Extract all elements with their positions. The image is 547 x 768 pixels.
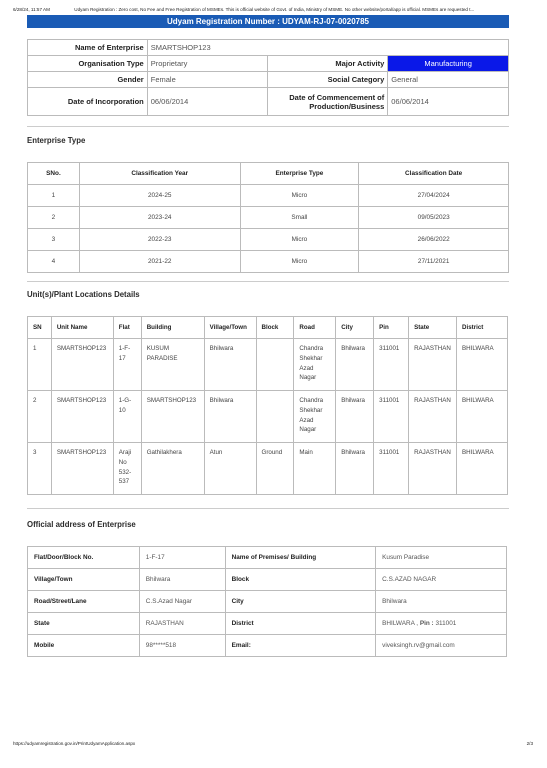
table-cell: Micro [240, 185, 359, 207]
table-cell: 3 [28, 229, 80, 251]
column-header: Village/Town [204, 317, 256, 339]
column-header: SN [28, 317, 52, 339]
table-cell: 1-G-10 [113, 391, 141, 443]
mobile-value: 98*****518 [139, 635, 225, 657]
divider [27, 126, 509, 127]
table-cell: SMARTSHOP123 [51, 443, 113, 495]
table-cell: Main [294, 443, 336, 495]
commencement-date-label: Date of Commencement of Production/Business [268, 88, 388, 116]
social-category-value: General [388, 72, 509, 88]
org-type-label: Organisation Type [28, 56, 148, 72]
address-row [28, 591, 507, 613]
table-cell: BHILWARA [457, 391, 508, 443]
premises-value: Kusum Paradise [376, 547, 507, 569]
gender-label: Gender [28, 72, 148, 88]
column-header: Block [256, 317, 294, 339]
enterprise-info-table [27, 39, 509, 116]
incorporation-date-value: 06/06/2014 [147, 88, 268, 116]
table-cell [256, 339, 294, 391]
table-row [28, 229, 509, 251]
table-cell [256, 391, 294, 443]
column-header: Road [294, 317, 336, 339]
table-cell: SMARTSHOP123 [51, 391, 113, 443]
info-row [28, 88, 509, 116]
page-number: 2/3 [526, 741, 533, 746]
table-cell: KUSUM PARADISE [141, 339, 204, 391]
official-address-heading: Official address of Enterprise [27, 520, 136, 529]
column-header: Classification Date [359, 163, 509, 185]
name-value: SMARTSHOP123 [147, 40, 508, 56]
column-header: State [409, 317, 457, 339]
org-type-value: Proprietary [147, 56, 268, 72]
city-label: City [225, 591, 376, 613]
table-cell: 311001 [374, 339, 409, 391]
table-cell: Atun [204, 443, 256, 495]
divider [27, 281, 509, 282]
print-notice: Udyam Registration : Zero cost, No Fee and Free Registration of MSMEs. This is official website of Govt. of India, Ministry of MSME. No other website/portal/app is official. MSMEs are requested t... [74, 7, 475, 12]
column-header: Enterprise Type [240, 163, 359, 185]
table-cell: SMARTSHOP123 [51, 339, 113, 391]
info-row [28, 72, 509, 88]
table-row [28, 207, 509, 229]
road-label: Road/Street/Lane [28, 591, 140, 613]
table-cell: Araji No 532-537 [113, 443, 141, 495]
address-row [28, 547, 507, 569]
table-cell: Bhilwara [204, 339, 256, 391]
column-header: Classification Year [79, 163, 240, 185]
address-row [28, 569, 507, 591]
commencement-date-value: 06/06/2014 [388, 88, 509, 116]
village-label: Village/Town [28, 569, 140, 591]
print-url[interactable]: https://udyamregistration.gov.in/PrintUdyamApplication.aspx [13, 741, 136, 746]
name-label: Name of Enterprise [28, 40, 148, 56]
table-cell: Micro [240, 229, 359, 251]
table-row [28, 339, 508, 391]
table-cell: 27/04/2024 [359, 185, 509, 207]
column-header: Pin [374, 317, 409, 339]
gender-value: Female [147, 72, 268, 88]
table-cell: 09/05/2023 [359, 207, 509, 229]
mobile-label: Mobile [28, 635, 140, 657]
table-cell: 1-F-17 [113, 339, 141, 391]
table-cell: Chandra Shekhar Azad Nagar [294, 391, 336, 443]
pin-label: Pin : [419, 620, 434, 627]
table-cell: SMARTSHOP123 [141, 391, 204, 443]
column-header: District [457, 317, 508, 339]
city-value: Bhilwara [376, 591, 507, 613]
table-cell: 2 [28, 391, 52, 443]
info-row [28, 56, 509, 72]
divider [27, 508, 509, 509]
table-row [28, 185, 509, 207]
email-label: Email: [225, 635, 376, 657]
column-header: Unit Name [51, 317, 113, 339]
print-timestamp: 6/28/24, 11:57 AM [13, 7, 50, 12]
flat-label: Flat/Door/Block No. [28, 547, 140, 569]
enterprise-type-heading: Enterprise Type [27, 136, 86, 145]
unit-locations-heading: Unit(s)/Plant Locations Details [27, 290, 140, 299]
table-cell: Bhilwara [204, 391, 256, 443]
table-row [28, 391, 508, 443]
table-cell: 2024-25 [79, 185, 240, 207]
print-footer [13, 741, 533, 746]
address-row [28, 635, 507, 657]
table-cell: Small [240, 207, 359, 229]
block-label: Block [225, 569, 376, 591]
block-value: C.S.AZAD NAGAR [376, 569, 507, 591]
state-label: State [28, 613, 140, 635]
road-value: C.S.Azad Nagar [139, 591, 225, 613]
table-cell: 4 [28, 251, 80, 273]
official-address-table [27, 546, 507, 657]
table-row [28, 443, 508, 495]
table-cell: 1 [28, 185, 80, 207]
print-header [13, 7, 533, 12]
major-activity-value: Manufacturing [388, 56, 509, 72]
enterprise-type-table [27, 162, 509, 273]
table-cell: 2 [28, 207, 80, 229]
table-cell: 3 [28, 443, 52, 495]
district-pin-value [376, 613, 507, 635]
unit-locations-table [27, 316, 508, 495]
info-row [28, 40, 509, 56]
flat-value: 1-F-17 [139, 547, 225, 569]
column-header: SNo. [28, 163, 80, 185]
table-cell: RAJASTHAN [409, 443, 457, 495]
table-cell: Bhilwara [336, 443, 374, 495]
table-cell: 2022-23 [79, 229, 240, 251]
premises-label: Name of Premises/ Building [225, 547, 376, 569]
district-value: BHILWARA , [382, 620, 419, 627]
table-cell: Gathilakhera [141, 443, 204, 495]
address-row [28, 613, 507, 635]
email-value: viveksingh.rv@gmail.com [376, 635, 507, 657]
table-cell: BHILWARA [457, 443, 508, 495]
incorporation-date-label: Date of Incorporation [28, 88, 148, 116]
table-cell: BHILWARA [457, 339, 508, 391]
column-header: Flat [113, 317, 141, 339]
major-activity-label: Major Activity [268, 56, 388, 72]
village-value: Bhilwara [139, 569, 225, 591]
registration-number-banner: Udyam Registration Number : UDYAM-RJ-07-0020785 [27, 15, 509, 28]
table-cell: Chandra Shekhar Azad Nagar [294, 339, 336, 391]
column-header: Building [141, 317, 204, 339]
column-header: City [336, 317, 374, 339]
table-cell: 26/06/2022 [359, 229, 509, 251]
table-cell: 1 [28, 339, 52, 391]
social-category-label: Social Category [268, 72, 388, 88]
state-value: RAJASTHAN [139, 613, 225, 635]
table-cell: RAJASTHAN [409, 339, 457, 391]
table-row [28, 251, 509, 273]
table-cell: Bhilwara [336, 391, 374, 443]
district-label: District [225, 613, 376, 635]
table-cell: Micro [240, 251, 359, 273]
pin-value: 311001 [435, 620, 457, 627]
table-cell: 311001 [374, 443, 409, 495]
table-cell: 311001 [374, 391, 409, 443]
table-cell: Ground [256, 443, 294, 495]
table-cell: 2021-22 [79, 251, 240, 273]
table-cell: Bhilwara [336, 339, 374, 391]
table-cell: 2023-24 [79, 207, 240, 229]
table-cell: RAJASTHAN [409, 391, 457, 443]
table-cell: 27/11/2021 [359, 251, 509, 273]
